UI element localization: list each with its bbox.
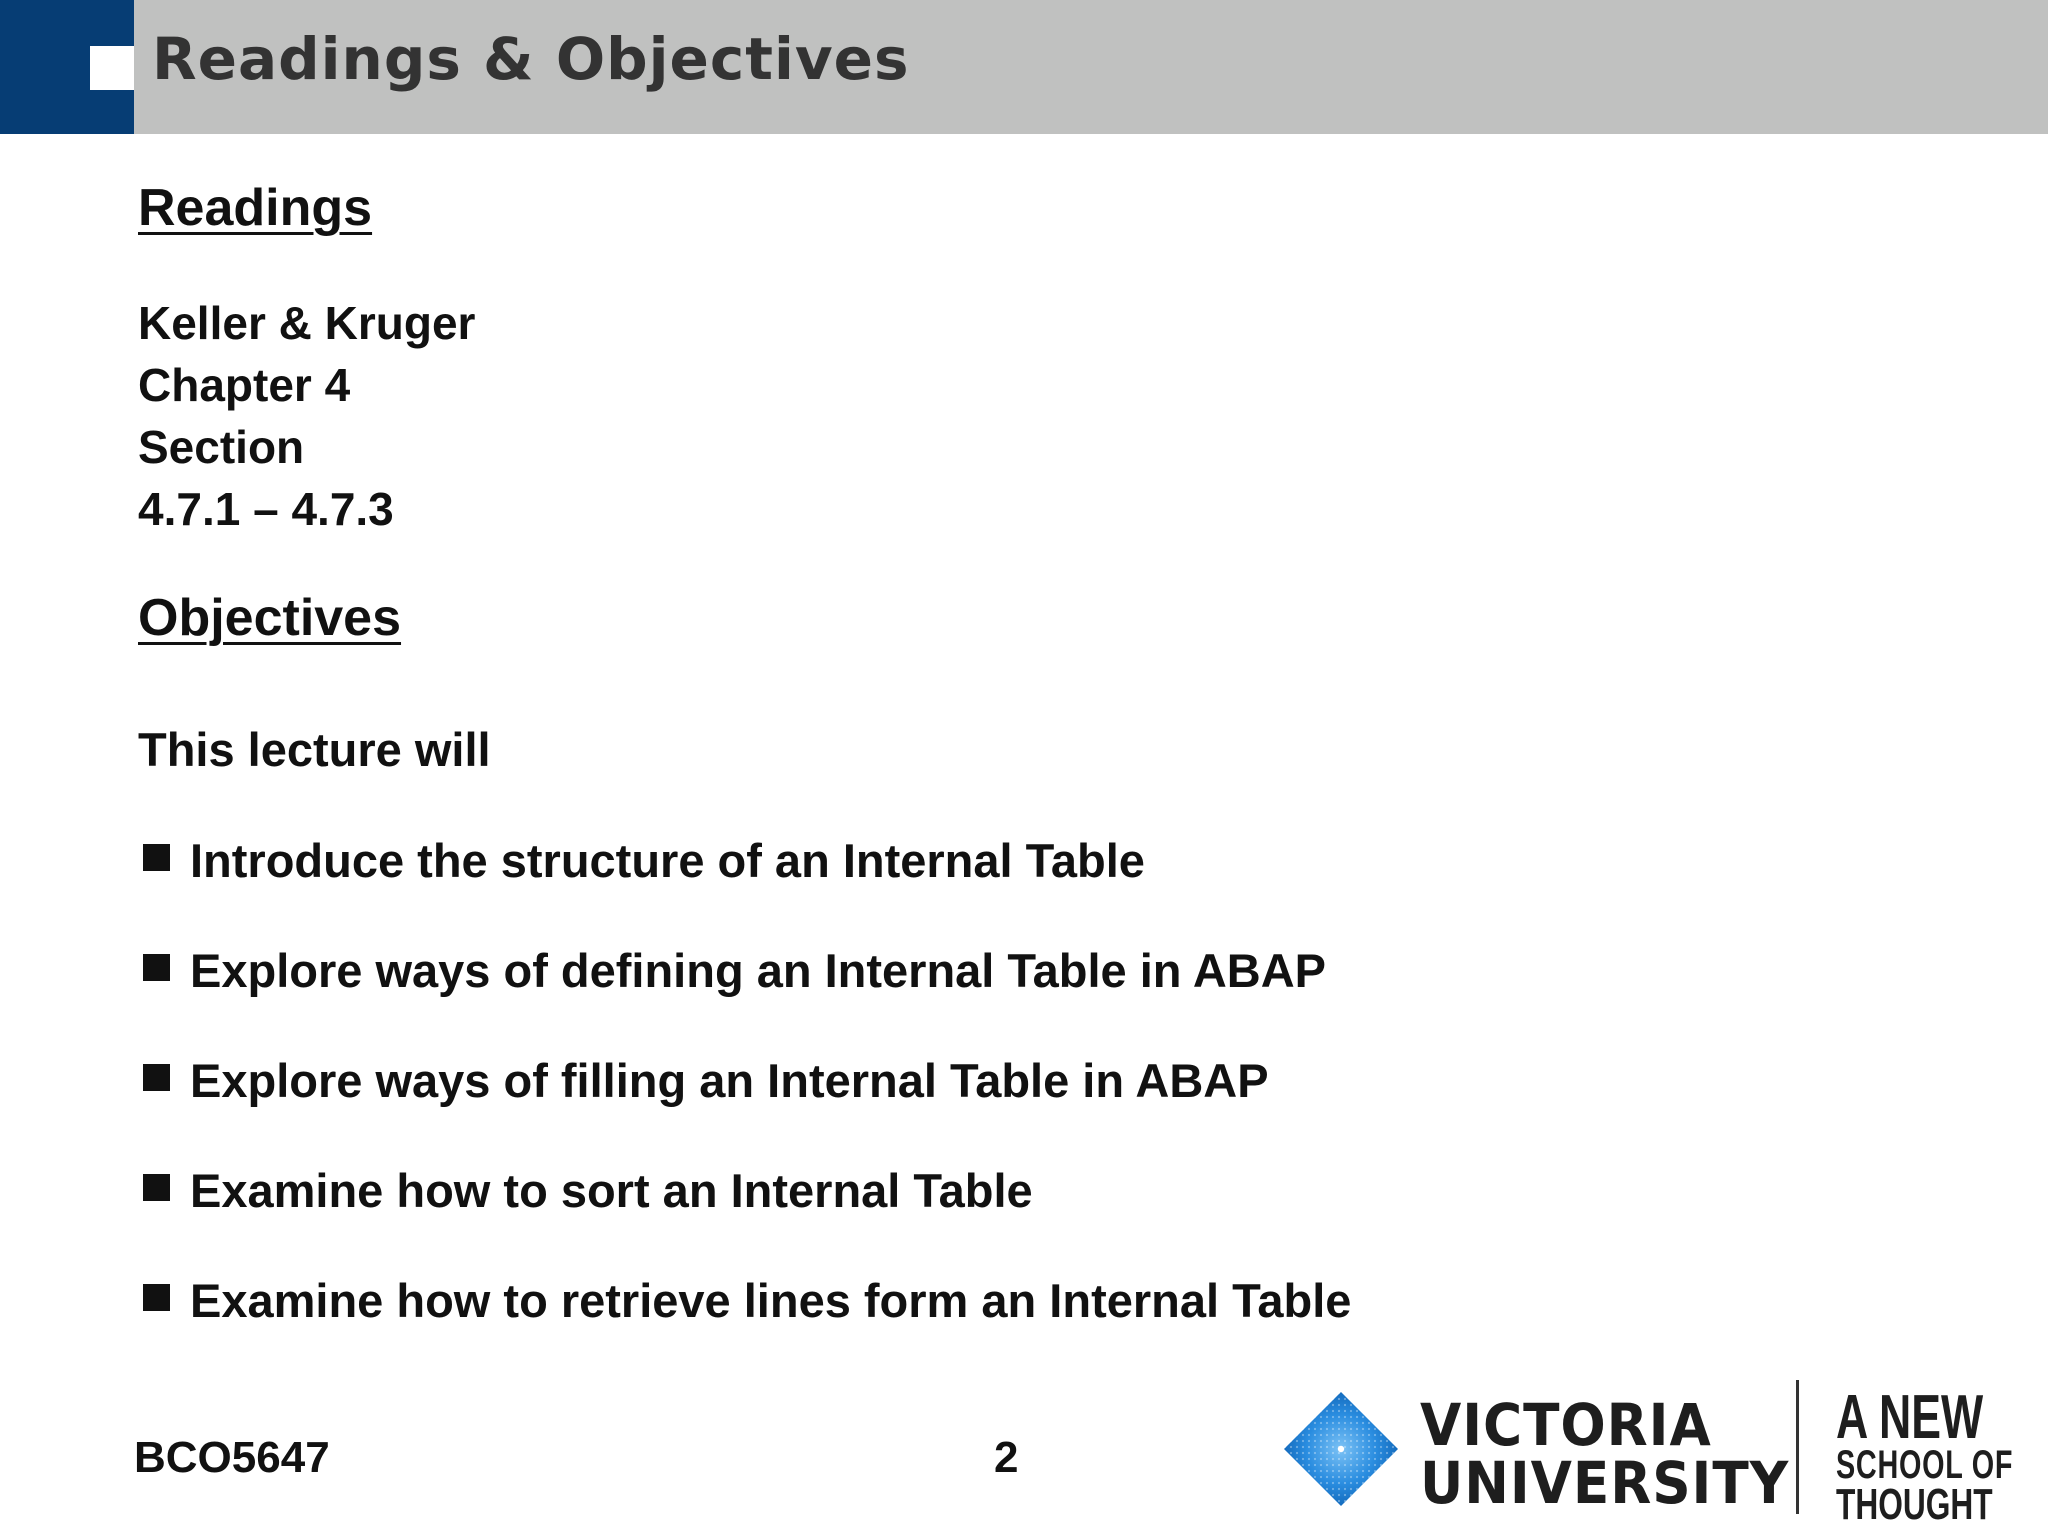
objective-item	[140, 944, 1351, 1054]
slide-title: Readings & Objectives	[152, 25, 910, 93]
square-bullet-icon	[143, 1064, 170, 1091]
objective-text: Introduce the structure of an Internal Table	[190, 834, 1145, 887]
logo-tagline	[1836, 1383, 2014, 1529]
logo-name-line: UNIVERSITY	[1420, 1449, 1790, 1517]
objective-text: Explore ways of defining an Internal Table in ABAP	[190, 944, 1327, 997]
square-bullet-icon	[143, 1174, 170, 1201]
tagline-line: THOUGHT	[1836, 1480, 1993, 1529]
square-bullet-icon	[143, 1284, 170, 1311]
title-accent-square	[90, 46, 134, 90]
objective-text: Explore ways of filling an Internal Table in ABAP	[190, 1054, 1269, 1107]
square-bullet-icon	[143, 954, 170, 981]
objectives-intro: This lecture will	[138, 723, 491, 776]
tagline-line: SCHOOL OF	[1836, 1443, 2014, 1487]
objective-item	[140, 1054, 1351, 1164]
objective-text: Examine how to sort an Internal Table	[190, 1164, 1033, 1217]
vu-diamond-icon	[1282, 1390, 1400, 1508]
objectives-list	[140, 834, 1351, 1384]
reading-line: Keller & Kruger	[138, 297, 476, 349]
course-code: BCO5647	[134, 1433, 330, 1482]
reading-line: 4.7.1 – 4.7.3	[138, 483, 394, 535]
logo-divider	[1796, 1380, 1799, 1514]
reading-line: Chapter 4	[138, 359, 351, 411]
objective-text: Examine how to retrieve lines form an Internal Table	[190, 1274, 1352, 1327]
tagline-line: A NEW	[1836, 1383, 1984, 1452]
readings-list	[138, 292, 475, 540]
objective-item	[140, 834, 1351, 944]
objective-item	[140, 1164, 1351, 1274]
reading-line: Section	[138, 421, 305, 473]
university-logo-text	[1420, 1391, 1790, 1517]
logo-name-line: VICTORIA	[1420, 1391, 1712, 1459]
objectives-heading: Objectives	[138, 589, 402, 647]
readings-heading: Readings	[138, 179, 373, 237]
objective-item	[140, 1274, 1351, 1384]
page-number: 2	[994, 1433, 1019, 1482]
square-bullet-icon	[143, 844, 170, 871]
